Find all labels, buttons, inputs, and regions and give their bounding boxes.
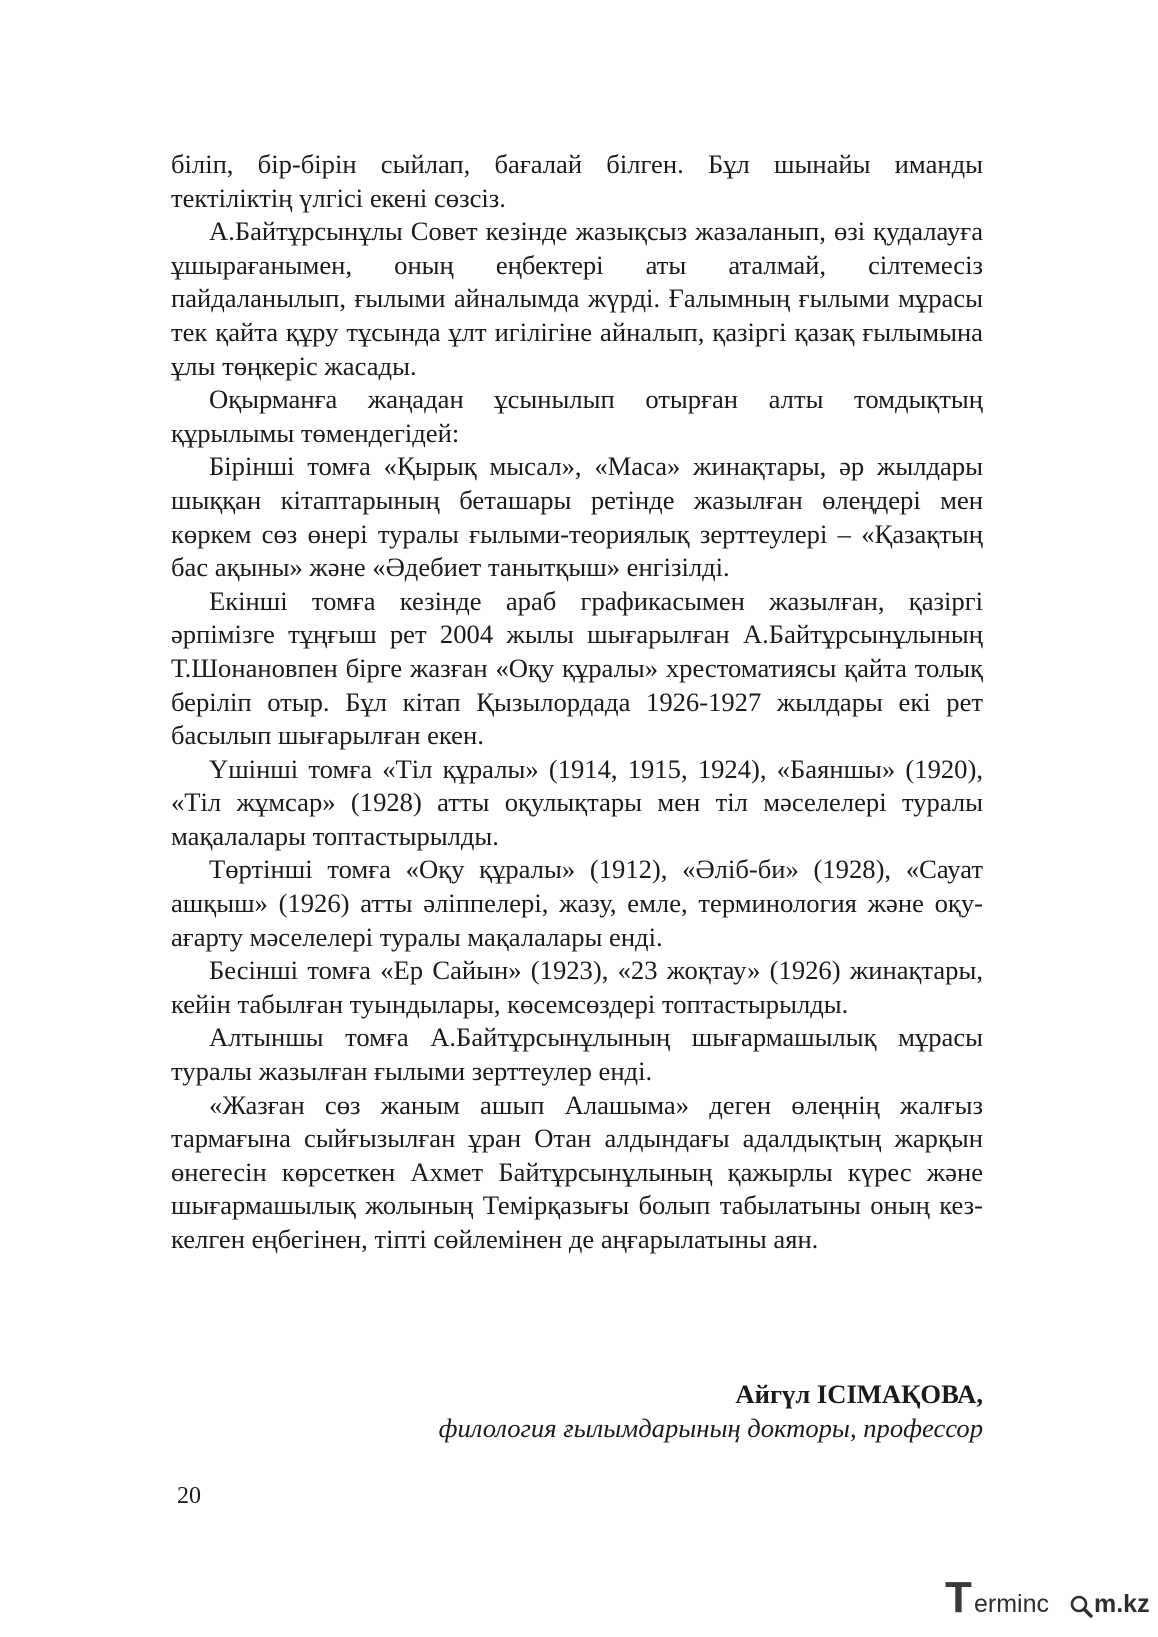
paragraph-continuation: біліп, бір-бірін сыйлап, бағалай білген. Бұл шынайы иманды тектіліктің үлгісі екені сөзсіз. bbox=[171, 149, 983, 213]
paragraph: «Жазған сөз жаным ашып Алашыма» деген өлеңнің жалғыз тармағына сыйғызылған ұран Отан алдындағы адалдықтың жарқын өнегесін көрсеткен Ахмет Байтұрсынұлының қажырлы күрес және шығармашылық жолының Темірқазығы болып табылатыны оның кез-келген еңбегінен, тіпті сөйлемінен де аңғарылатыны аян. bbox=[171, 1089, 983, 1254]
author-name: Айгүл ІСІМАҚОВА, bbox=[735, 1379, 983, 1409]
main-text bbox=[171, 148, 983, 1257]
signature-block bbox=[171, 1378, 983, 1445]
paragraph: Үшінші томға «Тіл құралы» (1914, 1915, 1924), «Баяншы» (1920), «Тіл жұмсар» (1928) атты оқулықтары мен тіл мәселелері туралы мақалалары топтастырылды. bbox=[171, 753, 983, 851]
watermark-initial: T bbox=[945, 1573, 972, 1622]
paragraph: А.Байтұрсынұлы Совет кезінде жазықсыз жазаланып, өзі қудалауға ұшырағанымен, оның еңбектері аты аталмай, сілтемесіз пайдаланылып, ғылыми айналымда жүрді. Ғалымның ғылыми мұрасы тек қайта құру тұсында ұлт игілігіне айналып, қазіргі қазақ ғылымына ұлы төңкеріс жасады. bbox=[171, 216, 983, 381]
watermark-text-end: m.kz bbox=[1094, 1590, 1150, 1618]
paragraph: Екінші томға кезінде араб графикасымен жазылған, қазіргі әрпімізге тұңғыш рет 2004 жылы шығарылған А.Байтұрсынұлының Т.Шонановпен бірге жазған «Оқу құралы» хрестоматиясы қайта толық беріліп отыр. Бұл кітап Қызылордада 1926-1927 жылдары екі рет басылып шығарылған екен. bbox=[171, 585, 983, 751]
watermark-text-middle: erminc bbox=[974, 1590, 1050, 1618]
paragraph: Оқырманға жаңадан ұсынылып отырған алты томдықтың құрылымы төмендегідей: bbox=[171, 384, 983, 448]
paragraph: Алтыншы томға А.Байтұрсынұлының шығармашылық мұрасы туралы жазылған ғылыми зерттеулер енді. bbox=[171, 1022, 983, 1087]
page-number: 20 bbox=[177, 1483, 201, 1509]
paragraph: Төртінші томға «Оқу құралы» (1912), «Әліб-би» (1928), «Сауат ашқыш» (1926) атты әліппелері, жазу, емле, терминология және оқу-ағарту мәселелері туралы мақалалары енді. bbox=[171, 854, 983, 952]
paragraph: Бірінші томға «Қырық мысал», «Маса» жинақтары, әр жылдары шыққан кітаптарының беташары ретінде жазылған өлеңдері мен көркем сөз өнері туралы ғылыми-теориялық зерттеулері – «Қазақтың бас ақыны» және «Әдебиет танытқыш» енгізілді. bbox=[171, 451, 983, 583]
author-title: филология ғылымдарының докторы, профессор bbox=[438, 1412, 983, 1443]
paragraph: Бесінші томға «Ер Сайын» (1923), «23 жоқтау» (1926) жинақтары, кейін табылған туындылары, көсемсөздері топтастырылды. bbox=[171, 955, 983, 1019]
magnifier-icon bbox=[1068, 1593, 1094, 1619]
watermark-logo bbox=[945, 1573, 1150, 1624]
